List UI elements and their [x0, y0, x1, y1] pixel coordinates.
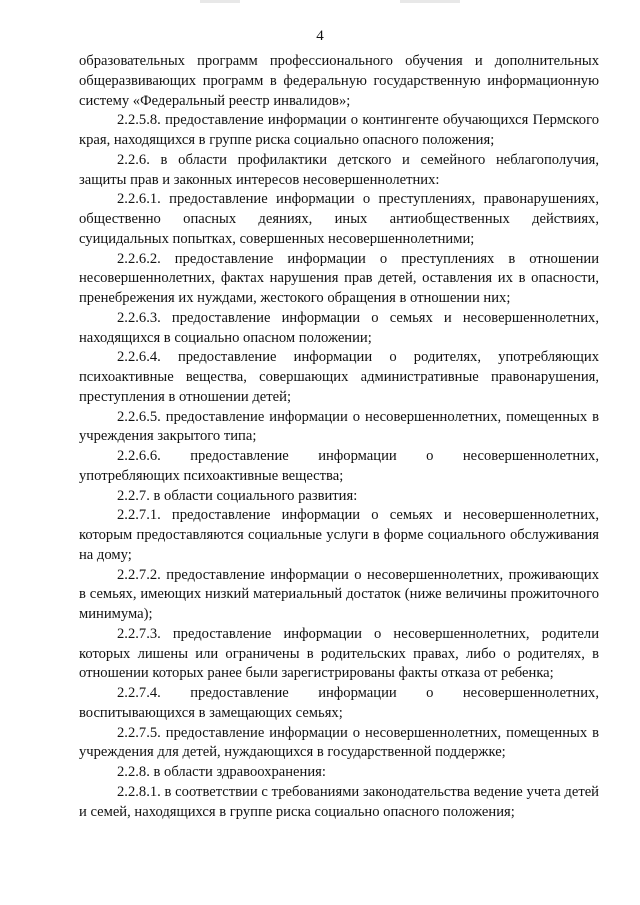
paragraph: 2.2.6.3. предоставление информации о семьях и несовершеннолетних, находящихся в социально опасном положении;	[79, 309, 599, 346]
paragraph: образовательных программ профессионального обучения и дополнительных общеразвивающих программ в федеральную государственную информационную систему «Федеральный реестр инвалидов»;	[79, 53, 599, 109]
paragraph: 2.2.5.8. предоставление информации о контингенте обучающихся Пермского края, находящихся в группе риска социально опасного положения;	[79, 112, 599, 148]
paragraph: 2.2.7.5. предоставление информации о несовершеннолетних, помещенных в учреждения для детей, нуждающихся в государственной поддержке;	[79, 724, 599, 761]
document-body	[79, 52, 599, 822]
page-number: 4	[316, 28, 324, 44]
paragraph: 2.2.7.2. предоставление информации о несовершеннолетних, проживающих в семьях, имеющих низкий материальный достаток (ниже величины прожиточного минимума);	[79, 566, 599, 622]
paragraph: 2.2.6.2. предоставление информации о преступлениях в отношении несовершеннолетних, фактах нарушения прав детей, оставления их в опасности, пренебрежения их нуждами, жестокого обращения в отношении них;	[79, 250, 599, 306]
paragraph: 2.2.7.3. предоставление информации о несовершеннолетних, родители которых лишены или ограничены в родительских правах, либо о родителях, в отношении которых ранее были зарегистрированы факты отказа от ребенка;	[79, 625, 599, 682]
paragraph: 2.2.6. в области профилактики детского и семейного неблагополучия, защиты прав и законных интересов несовершеннолетних:	[79, 151, 599, 188]
paragraph: 2.2.7.1. предоставление информации о семьях и несовершеннолетних, которым предоставляются социальные услуги в форме социального обслуживания на дому;	[79, 507, 599, 563]
paragraph: 2.2.8.1. в соответствии с требованиями законодательства ведение учета детей и семей, находящихся в группе риска социально опасного положения;	[79, 783, 599, 820]
paragraph: 2.2.6.6. предоставление информации о несовершеннолетних, употребляющих психоактивные вещества;	[79, 448, 599, 484]
scan-artifact	[400, 0, 460, 3]
paragraph: 2.2.6.4. предоставление информации о родителях, употребляющих психоактивные вещества, совершающих административные правонарушения, преступления в отношении детей;	[79, 349, 599, 405]
paragraph: 2.2.8. в области здравоохранения:	[117, 764, 326, 780]
paragraph: 2.2.7. в области социального развития:	[117, 487, 358, 504]
scan-artifact	[200, 0, 240, 3]
paragraph: 2.2.6.1. предоставление информации о преступлениях, правонарушениях, общественно опасных деяниях, иных антиобщественных действиях, суицидальных попытках, совершенных несовершеннолетними;	[79, 191, 599, 247]
paragraph: 2.2.6.5. предоставление информации о несовершеннолетних, помещенных в учреждения закрытого типа;	[79, 408, 599, 445]
paragraph: 2.2.7.4. предоставление информации о несовершеннолетних, воспитывающихся в замещающих семьях;	[79, 685, 599, 721]
